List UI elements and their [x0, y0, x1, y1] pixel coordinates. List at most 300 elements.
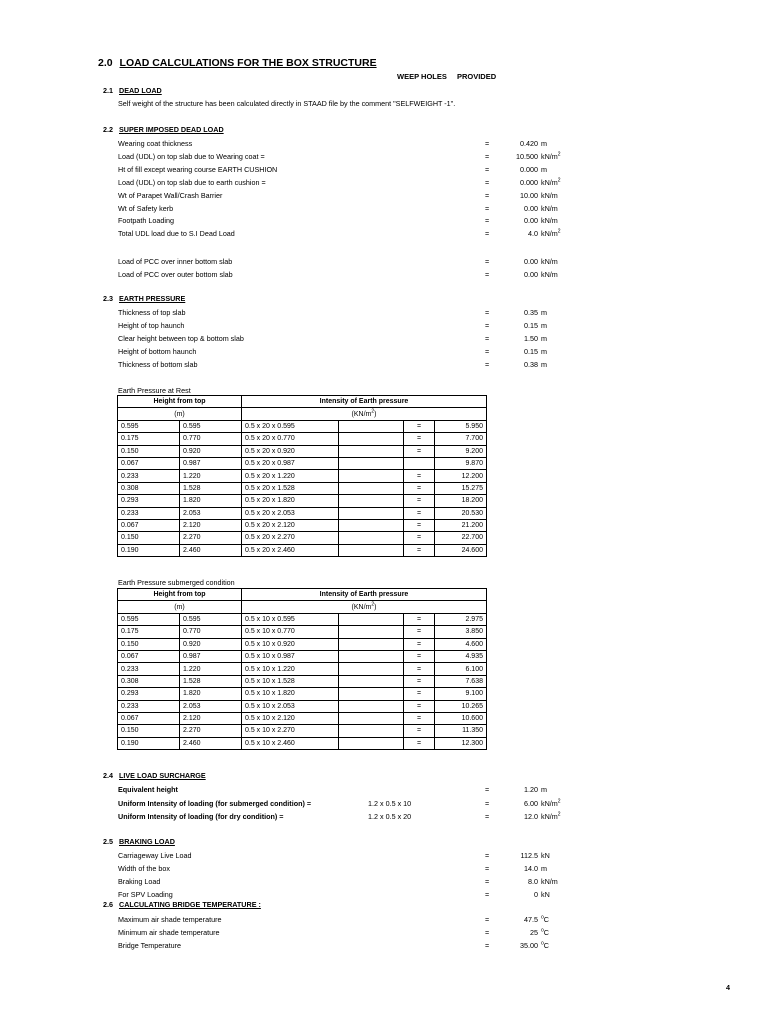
cell-blank — [339, 712, 404, 724]
row-value: 6.00 — [524, 798, 538, 808]
unit-kn: $(KN/m^2)$ — [242, 408, 487, 420]
cell-depth: 0.233 — [118, 507, 180, 519]
row-equals: = — [485, 360, 490, 369]
cell-depth: 0.067 — [118, 519, 180, 531]
row-equals: = — [485, 851, 490, 860]
cell-result: 22.700 — [435, 532, 487, 544]
cell-result: 10.265 — [435, 700, 487, 712]
cell-equals: = — [404, 638, 435, 650]
cell-formula: 0.5 x 10 x 1.220 — [242, 663, 339, 675]
cell-blank — [339, 675, 404, 687]
cell-formula: 0.5 x 20 x 0.595 — [242, 420, 339, 432]
row-label: Total UDL load due to S.I Dead Load — [118, 229, 235, 239]
unit-superscript: 2 — [371, 408, 375, 415]
row-value: 0.00 — [524, 269, 538, 279]
row-unit: m — [541, 864, 547, 873]
cell-depth: 0.293 — [118, 688, 180, 700]
header-height: Height from top — [118, 589, 242, 601]
row-equals: = — [485, 877, 490, 886]
value-row — [0, 926, 768, 939]
table-header-row — [118, 396, 487, 408]
weep-holes-value: PROVIDED — [456, 72, 497, 81]
cell-formula: 0.5 x 20 x 1.528 — [242, 482, 339, 494]
earth-pressure-number: 2.3 — [103, 294, 113, 303]
row-equals: = — [485, 785, 490, 794]
cell-blank — [339, 507, 404, 519]
cell-formula: 0.5 x 10 x 1.820 — [242, 688, 339, 700]
weep-holes — [397, 72, 496, 82]
cell-depth: 0.190 — [118, 737, 180, 749]
value-row — [0, 268, 768, 281]
row-equals: = — [485, 164, 490, 174]
cell-equals: = — [404, 663, 435, 675]
row-label: Thickness of top slab — [118, 308, 186, 317]
table-row — [118, 737, 487, 749]
table-row — [118, 532, 487, 544]
row-label: Wt of Safety kerb — [118, 203, 174, 213]
row-label: Minimum air shade temperature — [118, 928, 220, 937]
cell-formula: 0.5 x 10 x 2.120 — [242, 712, 339, 724]
cell-height: 0.987 — [180, 457, 242, 469]
cell-blank — [339, 457, 404, 469]
cell-height: 2.270 — [180, 725, 242, 737]
row-label: Uniform Intensity of loading (for submerged condition) = — [118, 798, 312, 808]
weep-holes-label: WEEP HOLES — [397, 72, 447, 81]
value-row — [0, 913, 768, 926]
table-row — [118, 712, 487, 724]
cell-depth: 0.150 — [118, 638, 180, 650]
row-label: Load of PCC over outer bottom slab — [118, 269, 233, 279]
cell-result: 6.100 — [435, 663, 487, 675]
cell-height: 2.460 — [180, 737, 242, 749]
row-label: Braking Load — [118, 877, 161, 886]
cell-formula: 0.5 x 10 x 0.770 — [242, 626, 339, 638]
row-label: Footpath Loading — [118, 216, 174, 226]
row-equals: = — [485, 151, 490, 161]
cell-equals: = — [404, 725, 435, 737]
table-row — [118, 482, 487, 494]
table-row — [118, 470, 487, 482]
cell-equals: = — [404, 482, 435, 494]
rest-table-caption: Earth Pressure at Rest — [118, 386, 191, 395]
live-load-number: 2.4 — [103, 771, 113, 780]
cell-height: 1.820 — [180, 688, 242, 700]
table-row — [118, 495, 487, 507]
cell-equals: = — [404, 712, 435, 724]
table-row — [118, 688, 487, 700]
row-equals: = — [485, 139, 490, 148]
sidl-number: 2.2 — [103, 125, 113, 134]
cell-height: 2.120 — [180, 519, 242, 531]
value-row — [0, 939, 768, 952]
row-unit: $^o$C — [541, 940, 549, 950]
value-row — [0, 783, 768, 796]
row-value: 0.000 — [520, 177, 538, 187]
section-number: 2.0 — [98, 57, 113, 69]
value-row — [0, 214, 768, 227]
row-unit: m — [541, 308, 547, 317]
cell-depth: 0.175 — [118, 626, 180, 638]
table-row — [118, 725, 487, 737]
earth-pressure-title: EARTH PRESSURE — [119, 294, 186, 303]
table-row — [118, 626, 487, 638]
row-equals: = — [485, 890, 490, 899]
cell-height: 0.920 — [180, 445, 242, 457]
row-equals: = — [485, 257, 490, 266]
unit-m: (m) — [118, 601, 242, 613]
row-label: Maximum air shade temperature — [118, 915, 222, 924]
row-unit: kN/m — [541, 190, 558, 200]
cell-formula: 0.5 x 10 x 2.460 — [242, 737, 339, 749]
row-unit: m — [541, 164, 547, 174]
row-equals: = — [485, 203, 490, 213]
cell-depth: 0.233 — [118, 470, 180, 482]
cell-formula: 0.5 x 20 x 1.220 — [242, 470, 339, 482]
live-load-title: LIVE LOAD SURCHARGE — [119, 771, 206, 780]
cell-result: 3.850 — [435, 626, 487, 638]
value-row — [0, 189, 768, 202]
temperature-heading — [103, 900, 261, 909]
table-row — [118, 457, 487, 469]
cell-result: 21.200 — [435, 519, 487, 531]
row-value: 12.0 — [524, 812, 538, 821]
cell-equals: = — [404, 470, 435, 482]
cell-equals: = — [404, 445, 435, 457]
table-row — [118, 613, 487, 625]
cell-equals: = — [404, 544, 435, 556]
table-row — [118, 638, 487, 650]
table-row — [118, 519, 487, 531]
braking-heading — [103, 837, 175, 846]
unit-superscript: 2 — [557, 151, 561, 158]
row-value: 0.00 — [524, 216, 538, 226]
row-label: Thickness of bottom slab — [118, 360, 198, 369]
header-intensity: Intensity of Earth pressure — [242, 589, 487, 601]
row-unit: $kN/m^2$ — [541, 228, 561, 239]
row-value: 0.420 — [520, 139, 538, 148]
row-equals: = — [485, 190, 490, 200]
cell-blank — [339, 638, 404, 650]
braking-number: 2.5 — [103, 837, 113, 846]
value-row — [0, 875, 768, 888]
row-equals: = — [485, 334, 490, 343]
cell-equals: = — [404, 495, 435, 507]
row-unit: kN/m — [541, 269, 558, 279]
row-value: 0.00 — [524, 257, 538, 266]
value-row — [0, 358, 768, 371]
cell-depth: 0.233 — [118, 700, 180, 712]
cell-height: 1.820 — [180, 495, 242, 507]
unit-superscript: 2 — [371, 601, 375, 608]
row-value: 1.20 — [524, 785, 538, 794]
row-unit: kN/m — [541, 257, 558, 266]
cell-height: 2.053 — [180, 700, 242, 712]
sidl-title: SUPER IMPOSED DEAD LOAD — [119, 125, 224, 134]
row-label: Uniform Intensity of loading (for dry condition) = — [118, 812, 284, 821]
cell-result: 9.200 — [435, 445, 487, 457]
row-label: Height of top haunch — [118, 321, 185, 330]
cell-result: 5.950 — [435, 420, 487, 432]
row-unit: kN — [541, 851, 550, 860]
row-formula: 1.2 x 0.5 x 10 — [368, 798, 412, 808]
row-label: Bridge Temperature — [118, 941, 181, 950]
temperature-number: 2.6 — [103, 900, 113, 909]
temperature-title: CALCULATING BRIDGE TEMPERATURE : — [119, 900, 261, 909]
cell-blank — [339, 700, 404, 712]
cell-blank — [339, 663, 404, 675]
row-unit: $^o$C — [541, 927, 549, 937]
row-label: Clear height between top & bottom slab — [118, 334, 244, 343]
section-heading — [98, 57, 377, 69]
cell-height: 0.987 — [180, 650, 242, 662]
cell-result: 7.638 — [435, 675, 487, 687]
cell-equals: = — [404, 650, 435, 662]
cell-equals: = — [404, 626, 435, 638]
cell-depth: 0.595 — [118, 420, 180, 432]
cell-result: 7.700 — [435, 433, 487, 445]
table-row — [118, 700, 487, 712]
cell-formula: 0.5 x 20 x 0.920 — [242, 445, 339, 457]
row-label: Load (UDL) on top slab due to Wearing coat = — [118, 151, 265, 161]
submerged-table — [117, 588, 487, 750]
cell-depth: 0.150 — [118, 725, 180, 737]
cell-formula: 0.5 x 20 x 2.460 — [242, 544, 339, 556]
cell-blank — [339, 737, 404, 749]
cell-depth: 0.067 — [118, 712, 180, 724]
cell-depth: 0.595 — [118, 613, 180, 625]
cell-height: 2.053 — [180, 507, 242, 519]
row-unit: kN — [541, 890, 550, 899]
cell-formula: 0.5 x 20 x 0.770 — [242, 433, 339, 445]
row-value: 0.00 — [524, 203, 538, 213]
cell-depth: 0.233 — [118, 663, 180, 675]
cell-depth: 0.175 — [118, 433, 180, 445]
value-row — [0, 255, 768, 268]
cell-result: 12.300 — [435, 737, 487, 749]
row-unit: $kN/m^2$ — [541, 798, 561, 808]
value-row — [0, 163, 768, 176]
row-label: Width of the box — [118, 864, 170, 873]
unit-superscript: o — [541, 914, 544, 921]
row-unit: $kN/m^2$ — [541, 177, 561, 187]
unit-kn: $(KN/m^2)$ — [242, 601, 487, 613]
dead-load-title: DEAD LOAD — [119, 86, 162, 95]
dead-load-number: 2.1 — [103, 86, 113, 95]
table-row — [118, 663, 487, 675]
cell-height: 0.595 — [180, 420, 242, 432]
unit-superscript: 2 — [557, 811, 561, 818]
table-row — [118, 650, 487, 662]
value-row — [0, 150, 768, 163]
row-unit: m — [541, 360, 547, 369]
table-row — [118, 675, 487, 687]
dead-load-text: Self weight of the structure has been calculated directly in STAAD file by the comment "SELFWEIGHT -1". — [118, 99, 456, 108]
cell-equals: = — [404, 433, 435, 445]
cell-equals: = — [404, 700, 435, 712]
cell-equals: = — [404, 613, 435, 625]
cell-height: 0.595 — [180, 613, 242, 625]
value-row — [0, 227, 768, 240]
row-equals: = — [485, 321, 490, 330]
cell-depth: 0.308 — [118, 675, 180, 687]
row-equals: = — [485, 941, 490, 950]
value-row — [0, 862, 768, 875]
table-row — [118, 544, 487, 556]
cell-result: 18.200 — [435, 495, 487, 507]
cell-height: 0.920 — [180, 638, 242, 650]
unit-superscript: o — [541, 927, 544, 934]
table-unit-row — [118, 601, 487, 613]
cell-result: 4.935 — [435, 650, 487, 662]
value-row — [0, 345, 768, 358]
unit-superscript: 2 — [557, 177, 561, 184]
cell-equals: = — [404, 519, 435, 531]
value-row — [0, 137, 768, 150]
row-equals: = — [485, 812, 490, 821]
cell-result: 24.600 — [435, 544, 487, 556]
cell-result: 15.275 — [435, 482, 487, 494]
cell-height: 1.528 — [180, 675, 242, 687]
cell-result: 11.350 — [435, 725, 487, 737]
value-row — [0, 306, 768, 319]
row-label: Wearing coat thickness — [118, 139, 193, 148]
row-label: Height of bottom haunch — [118, 347, 197, 356]
cell-formula: 0.5 x 20 x 1.820 — [242, 495, 339, 507]
cell-result: 20.530 — [435, 507, 487, 519]
cell-blank — [339, 532, 404, 544]
unit-m: (m) — [118, 408, 242, 420]
row-label: For SPV Loading — [118, 890, 173, 899]
row-label: Equivalent height — [118, 785, 178, 794]
table-row — [118, 507, 487, 519]
cell-blank — [339, 482, 404, 494]
cell-equals: = — [404, 507, 435, 519]
row-value: 35.00 — [520, 941, 538, 950]
table-row — [118, 420, 487, 432]
table-unit-row — [118, 408, 487, 420]
value-row — [0, 849, 768, 862]
row-unit: kN/m — [541, 877, 558, 886]
cell-result: 10.600 — [435, 712, 487, 724]
cell-depth: 0.150 — [118, 532, 180, 544]
row-unit: kN/m — [541, 203, 558, 213]
row-unit: m — [541, 334, 547, 343]
cell-blank — [339, 688, 404, 700]
cell-equals: = — [404, 675, 435, 687]
cell-formula: 0.5 x 20 x 2.270 — [242, 532, 339, 544]
row-value: 1.50 — [524, 334, 538, 343]
cell-depth: 0.067 — [118, 650, 180, 662]
row-value: 10.500 — [516, 151, 538, 161]
row-value: 0.15 — [524, 347, 538, 356]
table-row — [118, 433, 487, 445]
cell-result: 12.200 — [435, 470, 487, 482]
row-unit: $kN/m^2$ — [541, 151, 561, 161]
cell-formula: 0.5 x 10 x 0.920 — [242, 638, 339, 650]
earth-pressure-heading — [103, 294, 185, 303]
rest-table — [117, 395, 487, 557]
dead-load-heading — [103, 86, 162, 95]
cell-height: 2.460 — [180, 544, 242, 556]
value-row — [0, 332, 768, 345]
row-equals: = — [485, 229, 490, 239]
row-equals: = — [485, 915, 490, 924]
header-height: Height from top — [118, 396, 242, 408]
row-value: 0.000 — [520, 164, 538, 174]
cell-blank — [339, 519, 404, 531]
row-unit: m — [541, 139, 547, 148]
cell-blank — [339, 626, 404, 638]
table-header-row — [118, 589, 487, 601]
row-unit: $kN/m^2$ — [541, 811, 561, 821]
cell-blank — [339, 725, 404, 737]
section-title: LOAD CALCULATIONS FOR THE BOX STRUCTURE — [119, 57, 377, 69]
row-equals: = — [485, 216, 490, 226]
sidl-heading — [103, 125, 224, 134]
live-load-heading — [103, 771, 206, 780]
cell-blank — [339, 613, 404, 625]
cell-blank — [339, 433, 404, 445]
unit-superscript: 2 — [557, 228, 561, 235]
cell-equals: = — [404, 420, 435, 432]
unit-superscript: 2 — [557, 798, 561, 805]
row-value: 25 — [530, 928, 538, 937]
row-unit: $^o$C — [541, 914, 549, 924]
cell-result: 2.975 — [435, 613, 487, 625]
value-row — [0, 319, 768, 332]
cell-blank — [339, 495, 404, 507]
row-label: Load (UDL) on top slab due to earth cushion = — [118, 177, 266, 187]
sub-table-caption: Earth Pressure submerged condition — [118, 578, 235, 587]
cell-blank — [339, 445, 404, 457]
row-formula: 1.2 x 0.5 x 20 — [368, 812, 412, 821]
cell-height: 2.120 — [180, 712, 242, 724]
row-equals: = — [485, 798, 490, 808]
row-equals: = — [485, 347, 490, 356]
cell-equals: = — [404, 688, 435, 700]
cell-result: 9.100 — [435, 688, 487, 700]
row-value: 8.0 — [528, 877, 538, 886]
cell-result: 4.600 — [435, 638, 487, 650]
row-equals: = — [485, 177, 490, 187]
row-label: Ht of fill except wearing course EARTH CUSHION — [118, 164, 278, 174]
braking-title: BRAKING LOAD — [119, 837, 175, 846]
row-equals: = — [485, 864, 490, 873]
page-number: 4 — [726, 983, 730, 992]
cell-depth: 0.293 — [118, 495, 180, 507]
cell-depth: 0.190 — [118, 544, 180, 556]
cell-formula: 0.5 x 10 x 0.595 — [242, 613, 339, 625]
row-unit: m — [541, 347, 547, 356]
row-value: 4.0 — [528, 229, 538, 239]
cell-formula: 0.5 x 10 x 1.528 — [242, 675, 339, 687]
cell-blank — [339, 420, 404, 432]
row-value: 112.5 — [520, 851, 538, 860]
value-row — [0, 202, 768, 215]
cell-height: 0.770 — [180, 433, 242, 445]
row-equals: = — [485, 269, 490, 279]
cell-blank — [339, 470, 404, 482]
header-intensity: Intensity of Earth pressure — [242, 396, 487, 408]
cell-depth: 0.150 — [118, 445, 180, 457]
cell-equals — [404, 457, 435, 469]
row-label: Wt of Parapet Wall/Crash Barrier — [118, 190, 223, 200]
value-row — [0, 797, 768, 810]
cell-formula: 0.5 x 10 x 2.270 — [242, 725, 339, 737]
cell-depth: 0.308 — [118, 482, 180, 494]
row-equals: = — [485, 308, 490, 317]
row-unit: m — [541, 785, 547, 794]
